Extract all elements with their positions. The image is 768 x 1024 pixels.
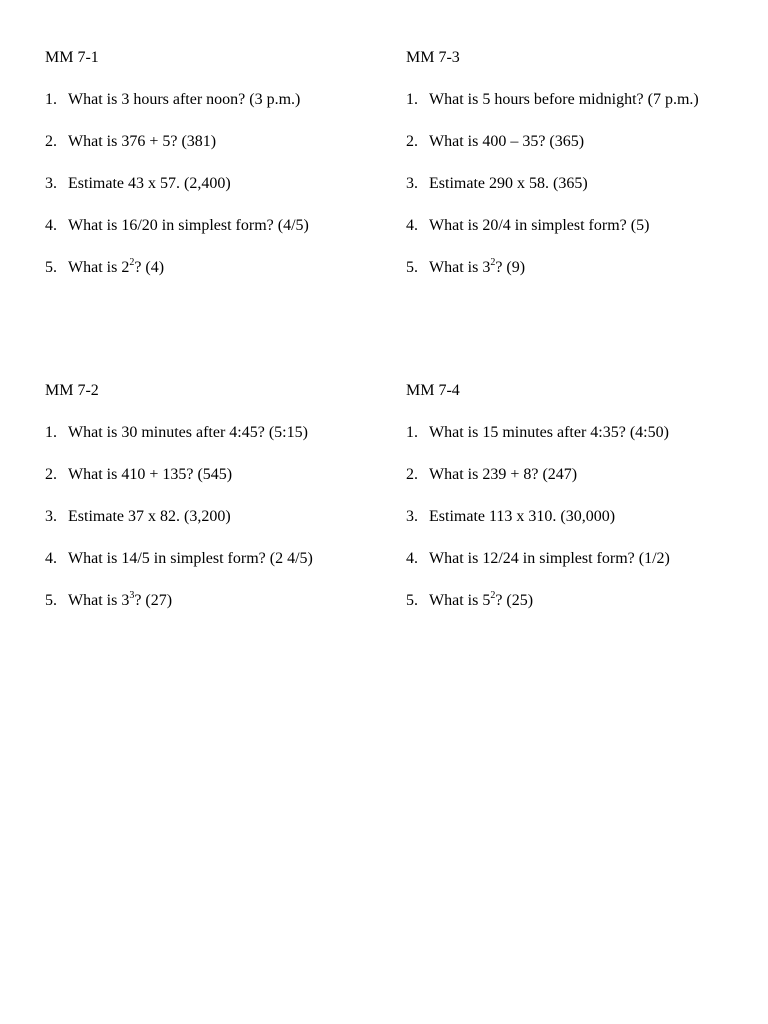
question-item	[45, 258, 375, 278]
exponent: 2	[490, 589, 496, 601]
question-item	[45, 507, 375, 527]
question-item	[45, 132, 375, 152]
question-text: What is 376 + 5? (381)	[68, 133, 217, 150]
question-item	[45, 90, 375, 110]
question-number: 3.	[406, 508, 418, 525]
worksheet-block-mm-7-4	[406, 381, 726, 611]
question-text: What is 20/4 in simplest form? (5)	[429, 217, 650, 234]
question-number: 2.	[45, 466, 57, 483]
question-number: 4.	[406, 217, 418, 234]
question-number: 5.	[45, 259, 57, 276]
question-item	[406, 90, 706, 110]
question-text: Estimate 37 x 82. (3,200)	[68, 508, 231, 525]
question-item	[406, 549, 726, 569]
question-text: What is 400 – 35? (365)	[429, 133, 585, 150]
question-item	[406, 423, 726, 443]
question-text: What is 16/20 in simplest form? (4/5)	[68, 217, 309, 234]
exponent: 3	[129, 589, 135, 601]
block-title: MM 7-3	[406, 49, 460, 66]
block-title: MM 7-2	[45, 382, 99, 399]
question-item	[45, 216, 375, 236]
question-number: 4.	[406, 550, 418, 567]
question-number: 5.	[45, 592, 57, 609]
exponent: 2	[490, 256, 496, 268]
question-text: What is $2^2$? (4)	[68, 256, 165, 276]
question-text: Estimate 290 x 58. (365)	[429, 175, 588, 192]
question-text: What is 30 minutes after 4:45? (5:15)	[68, 424, 308, 441]
question-item	[45, 174, 375, 194]
question-number: 3.	[406, 175, 418, 192]
question-number: 1.	[45, 424, 57, 441]
question-number: 3.	[45, 175, 57, 192]
question-text: What is 12/24 in simplest form? (1/2)	[429, 550, 670, 567]
question-item	[45, 549, 375, 569]
question-text: What is $5^2$? (25)	[429, 589, 534, 609]
question-item	[406, 216, 706, 236]
question-text: Estimate 113 x 310. (30,000)	[429, 508, 616, 525]
question-number: 2.	[406, 466, 418, 483]
question-number: 1.	[45, 91, 57, 108]
question-number: 3.	[45, 508, 57, 525]
question-text: What is 3 hours after noon? (3 p.m.)	[68, 91, 301, 108]
question-text: What is 410 + 135? (545)	[68, 466, 233, 483]
question-number: 5.	[406, 259, 418, 276]
worksheet-block-mm-7-2	[45, 381, 375, 611]
question-text: What is 14/5 in simplest form? (2 4/5)	[68, 550, 313, 567]
question-text: What is $3^2$? (9)	[429, 256, 526, 276]
question-text: Estimate 43 x 57. (2,400)	[68, 175, 231, 192]
question-number: 2.	[406, 133, 418, 150]
question-item	[45, 465, 375, 485]
question-number: 4.	[45, 550, 57, 567]
question-number: 5.	[406, 592, 418, 609]
exponent: 2	[129, 256, 135, 268]
question-item	[45, 423, 375, 443]
block-title: MM 7-1	[45, 49, 99, 66]
question-item	[406, 174, 706, 194]
question-item	[406, 465, 726, 485]
question-text: What is $3^3$? (27)	[68, 589, 173, 609]
question-text: What is 239 + 8? (247)	[429, 466, 578, 483]
question-number: 4.	[45, 217, 57, 234]
question-item	[406, 591, 726, 611]
question-text: What is 5 hours before midnight? (7 p.m.)	[429, 91, 699, 108]
question-item	[45, 591, 375, 611]
question-text: What is 15 minutes after 4:35? (4:50)	[429, 424, 669, 441]
worksheet-block-mm-7-3	[406, 48, 706, 278]
worksheet-block-mm-7-1	[45, 48, 375, 278]
question-item	[406, 507, 726, 527]
block-title: MM 7-4	[406, 382, 460, 399]
question-item	[406, 132, 706, 152]
question-number: 1.	[406, 91, 418, 108]
question-number: 2.	[45, 133, 57, 150]
question-number: 1.	[406, 424, 418, 441]
question-item	[406, 258, 706, 278]
